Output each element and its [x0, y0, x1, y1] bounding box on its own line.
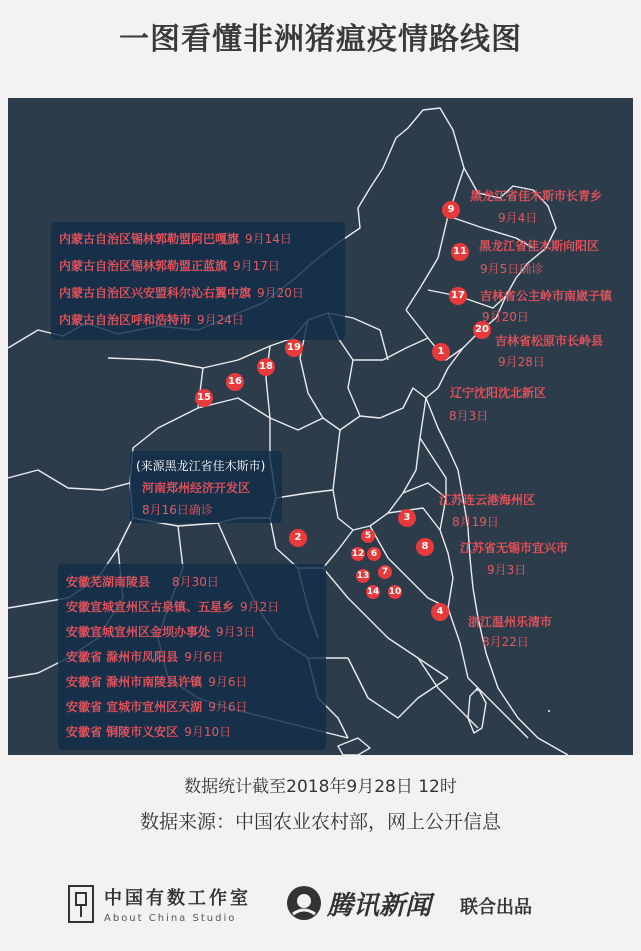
anhui-panel — [58, 564, 326, 750]
studio-name-en: About China Studio — [104, 913, 237, 924]
label-17-date: 9月20日 — [482, 310, 529, 324]
henan-name: 河南郑州经济开发区 — [142, 481, 251, 495]
tencent-logo-icon — [285, 884, 323, 926]
panel-item: 安徽省 滁州市凤阳县 9月6日 — [66, 650, 224, 664]
label-20-name: 吉林省松原市长岭县 — [495, 334, 604, 348]
marker-3[interactable]: 3 — [398, 509, 416, 527]
panel-item: 安徽省 铜陵市义安区 9月10日 — [66, 725, 232, 739]
henan-source: (来源黑龙江省佳木斯市) — [136, 459, 266, 473]
panel-item: 安徽宣城宣州区古泉镇、五星乡 9月2日 — [66, 600, 280, 614]
studio-name: 中国有数工作室 — [104, 888, 251, 909]
data-source: 数据来源：中国农业农村部，网上公开信息 — [139, 811, 501, 833]
marker-5[interactable]: 5 — [361, 529, 375, 543]
label-9-date: 9月4日 — [498, 211, 538, 225]
marker-19[interactable]: 19 — [285, 339, 303, 357]
marker-15[interactable]: 15 — [195, 389, 213, 407]
label-8-name: 江苏省无锡市宜兴市 — [460, 541, 569, 555]
china-map — [8, 98, 633, 755]
label-3-date: 8月19日 — [452, 515, 499, 529]
page-title: 一图看懂非洲猪瘟疫情路线图 — [119, 22, 522, 57]
marker-17[interactable]: 17 — [449, 287, 467, 305]
label-17-name: 吉林省公主岭市南崴子镇 — [480, 289, 613, 303]
marker-9[interactable]: 9 — [442, 201, 460, 219]
label-8-date: 9月3日 — [487, 563, 527, 577]
joint-production: 联合出品 — [460, 897, 532, 918]
tencent-news: 腾讯新闻 — [327, 891, 432, 921]
panel-item: 安徽省 宣城市宣州区天湖 9月6日 — [66, 700, 248, 714]
marker-2[interactable]: 2 — [289, 529, 307, 547]
label-4-name: 浙江温州乐清市 — [468, 615, 553, 629]
label-3-name: 江苏连云港海州区 — [439, 493, 536, 507]
marker-13[interactable]: 13 — [356, 571, 370, 581]
henan-date: 8月16日确诊 — [142, 503, 213, 517]
panel-item: 内蒙古自治区兴安盟科尔沁右翼中旗 9月20日 — [59, 286, 304, 300]
panel-item: 安徽宣城宣州区金坝办事处 9月3日 — [66, 625, 256, 639]
panel-item: 安徽芜湖南陵县 8月30日 — [66, 575, 219, 589]
marker-1[interactable]: 1 — [432, 343, 450, 361]
panel-item: 内蒙古自治区呼和浩特市 9月24日 — [59, 313, 244, 327]
marker-16[interactable]: 16 — [226, 373, 244, 391]
label-9-name: 黑龙江省佳木斯市长青乡 — [470, 189, 603, 203]
marker-8[interactable]: 8 — [416, 538, 434, 556]
panel-item: 安徽省 滁州市南陵县许镇 9月6日 — [66, 675, 248, 689]
marker-10[interactable]: 10 — [388, 587, 402, 597]
marker-4[interactable]: 4 — [431, 603, 449, 621]
marker-14[interactable]: 14 — [366, 587, 380, 597]
label-11-name: 黑龙江省佳木斯向阳区 — [479, 239, 600, 253]
marker-7[interactable]: 7 — [378, 565, 392, 579]
marker-11[interactable]: 11 — [451, 243, 469, 261]
panel-item: 内蒙古自治区锡林郭勒盟正蓝旗 9月17日 — [59, 259, 280, 273]
marker-20[interactable]: 20 — [473, 321, 491, 339]
marker-6[interactable]: 6 — [367, 547, 381, 561]
panel-item: 内蒙古自治区锡林郭勒盟阿巴嘎旗 9月14日 — [59, 232, 292, 246]
stat-cutoff: 数据统计截至2018年9月28日 12时 — [184, 777, 457, 797]
marker-12[interactable]: 12 — [351, 549, 365, 559]
label-1-name: 辽宁沈阳沈北新区 — [450, 386, 547, 400]
label-20-date: 9月28日 — [498, 355, 545, 369]
studio-logo-icon — [68, 885, 94, 927]
henan-panel — [130, 451, 282, 523]
label-4-date: 8月22日 — [482, 635, 529, 649]
label-11-date: 9月5日确诊 — [480, 262, 544, 276]
label-1-date: 8月3日 — [449, 409, 489, 423]
inner-mongolia-panel — [51, 222, 345, 340]
marker-18[interactable]: 18 — [257, 358, 275, 376]
